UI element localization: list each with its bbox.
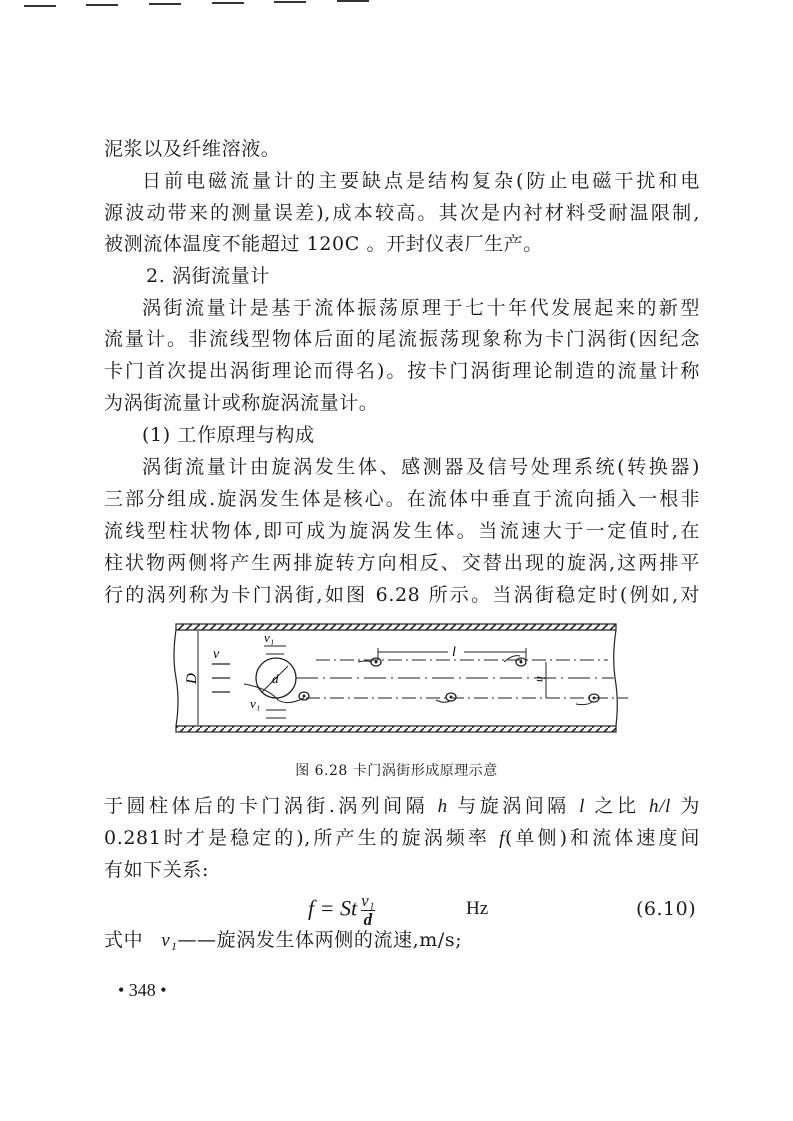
text-span: 之比 bbox=[585, 795, 650, 817]
math-symbol-h: h bbox=[437, 796, 448, 817]
where-clause bbox=[104, 928, 700, 953]
v1-bottom-label: v₁ bbox=[250, 696, 261, 711]
text-span: 0.281时才是稳定的),所产生的旋涡频率 bbox=[104, 827, 500, 849]
equation-number: (6.10) bbox=[636, 898, 697, 920]
subsection-heading: (1) 工作原理与构成 bbox=[142, 424, 315, 446]
header-rule bbox=[212, 2, 244, 4]
where-text: ——旋涡发生体两侧的流速,m/s; bbox=[177, 929, 463, 951]
pipe-end-right bbox=[614, 630, 618, 726]
text-line: 泥浆以及纤维溶液。 bbox=[104, 138, 281, 160]
fraction-numerator: v₁ bbox=[361, 891, 375, 910]
where-prefix: 式中 bbox=[104, 929, 144, 951]
text-line: 涡街流量计是基于流体振荡原理于七十年代发展起来的新型 bbox=[142, 297, 700, 319]
figure-caption: 图 6.28 卡门涡街形成原理示意 bbox=[295, 763, 498, 779]
header-rule bbox=[337, 0, 369, 2]
header-rule bbox=[24, 5, 56, 7]
header-rule bbox=[86, 4, 118, 6]
section-heading: 2. 涡街流量计 bbox=[146, 265, 270, 287]
vortex bbox=[299, 692, 309, 700]
fraction-denominator: d bbox=[363, 910, 373, 929]
math-ratio: h/l bbox=[649, 796, 671, 817]
text-line: 涡街流量计由旋涡发生体、感测器及信号处理系统(转换器) bbox=[142, 456, 700, 478]
text-line: 源波动带来的测量误差),成本较高。其次是内衬材料受耐温限制, bbox=[104, 202, 700, 224]
pipe-wall-bottom bbox=[176, 726, 616, 732]
text-line: 被测流体温度不能超过 120C 。开封仪表厂生产。 bbox=[104, 233, 543, 255]
header-rule bbox=[274, 1, 306, 3]
text-span: 为 bbox=[670, 795, 701, 817]
pipe-wall-top bbox=[176, 624, 616, 630]
text-line: 柱状物两侧将产生两排旋转方向相反、交替出现的旋涡,这两排平 bbox=[104, 552, 700, 574]
vortex bbox=[504, 656, 526, 666]
text-line: 流量计。非流线型物体后面的尾流振荡现象称为卡门涡街(因纪念 bbox=[104, 328, 700, 350]
equation-lhs: f = St bbox=[308, 895, 358, 921]
diameter-label: D bbox=[184, 673, 200, 684]
equation-unit: Hz bbox=[466, 898, 489, 919]
karman-vortex-figure bbox=[168, 616, 638, 740]
text-line: 三部分组成.旋涡发生体是核心。在流体中垂直于流向插入一根非 bbox=[104, 488, 700, 510]
vortex bbox=[576, 694, 599, 705]
pipe-end-left bbox=[174, 630, 178, 726]
text-line: 卡门首次提出涡街理论而得名)。按卡门涡街理论制造的流量计称 bbox=[104, 360, 700, 382]
text-span: 于圆柱体后的卡门涡街.涡列间隔 bbox=[104, 795, 438, 817]
text-span: (单侧)和流体速度间 bbox=[504, 827, 700, 849]
text-line: 为涡街流量计或称旋涡流量计。 bbox=[104, 392, 379, 414]
fraction bbox=[361, 892, 374, 929]
math-symbol-l: l bbox=[579, 796, 586, 817]
text-line: 行的涡列称为卡门涡街,如图 6.28 所示。当涡街稳定时(例如,对 bbox=[104, 584, 700, 606]
equation-body bbox=[308, 892, 375, 929]
text-span: 与旋涡间隔 bbox=[447, 795, 580, 817]
spacing-l-label: l bbox=[452, 645, 456, 660]
math-symbol-f: f bbox=[499, 828, 505, 849]
header-rule bbox=[149, 3, 181, 5]
spacing-h-label: h bbox=[534, 676, 548, 682]
text-line bbox=[104, 826, 700, 851]
velocity-label: v bbox=[213, 647, 220, 662]
v1-top-label: v₁ bbox=[264, 630, 275, 645]
equation bbox=[0, 888, 793, 928]
page-number: • 348 • bbox=[118, 980, 167, 1000]
text-line: 日前电磁流量计的主要缺点是结构复杂(防止电磁干扰和电 bbox=[142, 170, 700, 192]
where-symbol: v₁ bbox=[161, 930, 178, 951]
cylinder-diameter-label: d bbox=[272, 671, 279, 686]
text-line: 流线型柱状物体,即可成为旋涡发生体。当流速大于一定值时,在 bbox=[104, 520, 700, 542]
text-line: 有如下关系: bbox=[104, 859, 210, 881]
text-line bbox=[104, 794, 700, 819]
